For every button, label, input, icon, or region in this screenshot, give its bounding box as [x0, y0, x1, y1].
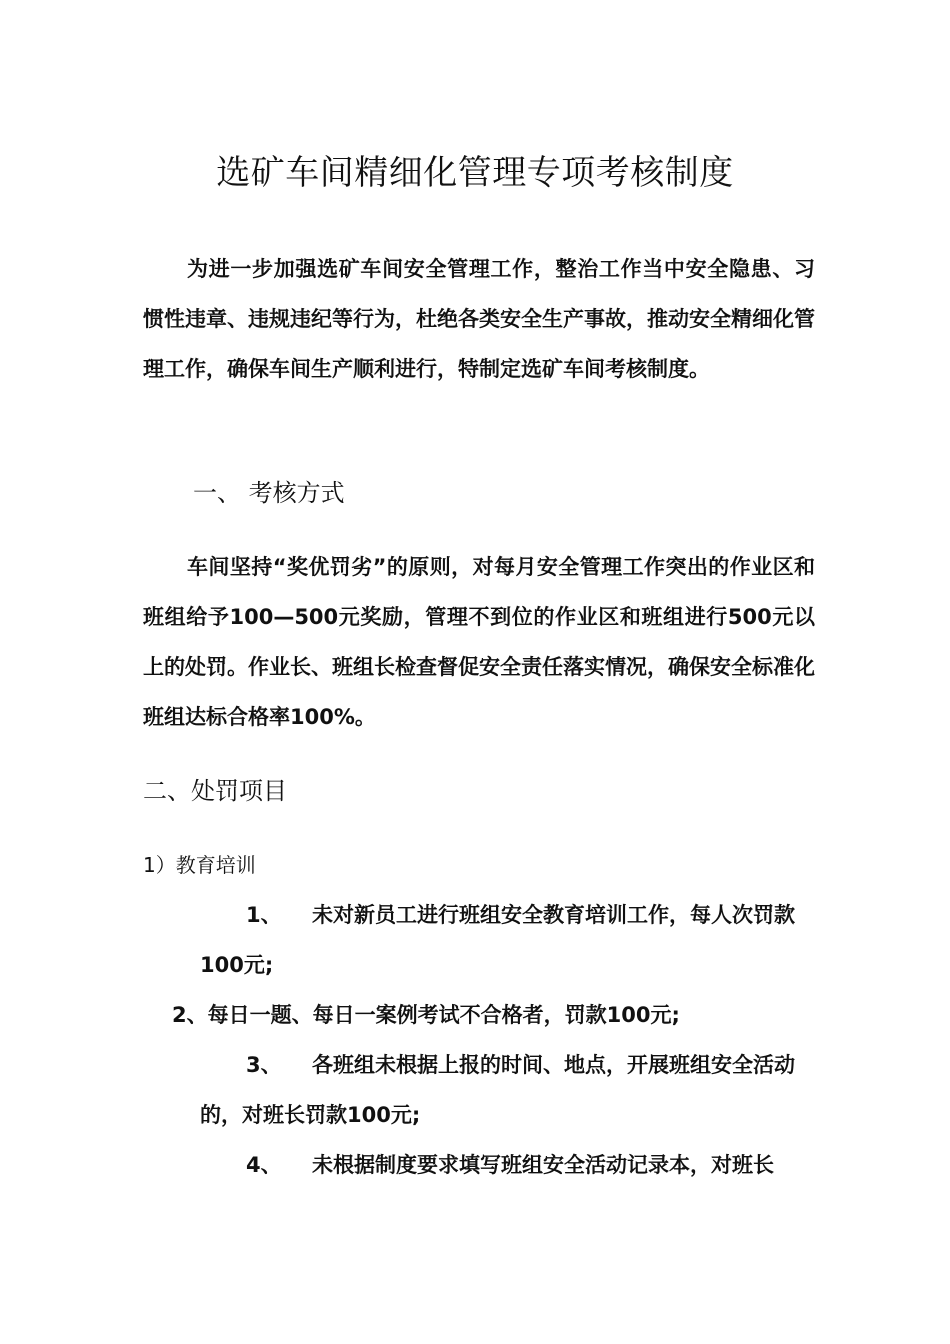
item-number: 3、	[246, 1053, 282, 1077]
intro-paragraph: 为进一步加强选矿车间安全管理工作，整治工作当中安全隐患、习惯性违章、违规违纪等行为，杜绝各类安全生产事故，推动安全精细化管理工作，确保车间生产顺利进行，特制定选矿车间考核制度。	[143, 257, 815, 381]
subheading-education-training: 1）教育培训	[143, 853, 256, 877]
item-text: 未根据制度要求填写班组安全活动记录本，对班长	[312, 1153, 774, 1177]
item-number: 1、	[246, 903, 282, 927]
item-number: 2、	[172, 1003, 208, 1027]
penalty-item	[172, 990, 812, 1040]
assessment-method-paragraph: 车间坚持“奖优罚劣”的原则，对每月安全管理工作突出的作业区和班组给予100—500元奖励，管理不到位的作业区和班组进行500元以上的处罚。作业长、班组长检查督促安全责任落实情况，确保安全标准化班组达标合格率100%。	[143, 555, 815, 729]
item-text: 每日一题、每日一案例考试不合格者，罚款100元;	[207, 1003, 680, 1027]
item-number: 4、	[246, 1153, 282, 1177]
item-text: 未对新员工进行班组安全教育培训工作，每人次罚款100元;	[200, 903, 795, 977]
penalty-item	[200, 1140, 812, 1190]
section-heading-assessment-method: 一、 考核方式	[193, 479, 345, 507]
section-heading-penalty-items: 二、处罚项目	[143, 777, 287, 805]
penalty-item	[200, 1040, 812, 1140]
penalty-item	[200, 890, 812, 990]
document-title: 选矿车间精细化管理专项考核制度	[216, 152, 734, 193]
item-text: 各班组未根据上报的时间、地点，开展班组安全活动的，对班长罚款100元;	[200, 1053, 795, 1127]
